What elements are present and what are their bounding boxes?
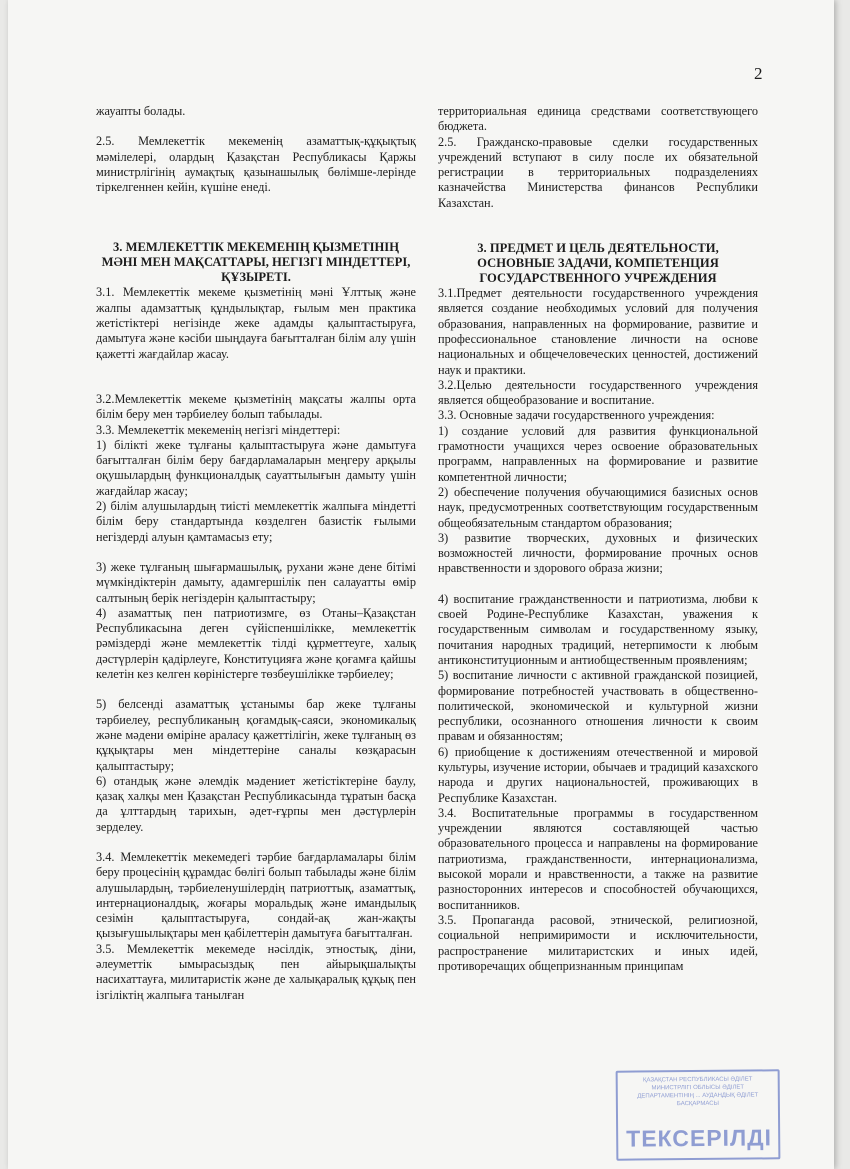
page-number: 2 [754,64,763,83]
list-item: 2) обеспечение получения обучающимися базисных основ наук, предусмотренных соответствующим государственным общеобязательным стандартом образования; [438,484,758,530]
list-item: 1) создание условий для развития функциональной грамотности учащихся через освоение образовательных программ, направленных на формирование и развитие компетентной личности; [438,423,758,484]
paragraph: 3.3. Мемлекеттік мекеменің негізгі міндеттері: [96,422,341,437]
stamp-text: ҚАЗАҚСТАН РЕСПУБЛИКАСЫ ӘДІЛЕТ МИНИСТРЛІГІ ОБЛЫСЫ ӘДІЛЕТ ДЕПАРТАМЕНТІНІҢ ... АУДАНДЫҚ ӘДІЛЕТ БАСҚАРМАСЫ [637,1076,759,1108]
list-item: 2) білім алушылардың тиісті мемлекеттік жалпыға міндетті білім беру стандартында көзделген базистік ғылыми негіздерді алуын қамтамасыз ету; [96,499,416,544]
paragraph: 3.4. Мемлекеттік мекемедегі тәрбие бағдарламалары білім беру процесінің құрамдас бөлігі болып табылады және білім алушылардың, тәрбиеленушілердің патриоттық, азаматтық, интернационалдық, жоғары моральдық және имандылық сезімін қалыптастыруға, сондай-ақ жан-жақты қызығушылықтары мен қабілеттерін дамытуға бағытталған. [96,849,416,941]
russian-column [438,104,758,974]
kazakh-column [96,104,416,1003]
list-item: 6) отандық және әлемдік мәдениет жетістіктеріне баулу, қазақ халқы мен Қазақстан Республикасында тұратын басқа да ұлттардың тарихын, әдет-ғұрпы мен дәстүрлерін зерделеу. [96,773,416,834]
list-item: 1) білікті жеке тұлғаны қалыптастыруға және дамытуға бағытталған білім беру бағдарламаларын меңгеру арқылы оқушылардың функционалдық сауаттылығын дамыту үшін жағдайлар жасау; [96,437,416,498]
verification-stamp [616,1069,781,1160]
list-item: 4) воспитание гражданственности и патриотизма, любви к своей Родине-Республике Казахстан, уважения к государственным символам и государственному языку, почитания народных традиций, нетерпимости к любым антиконституционным и антиобщественным проявлениям; [438,591,758,667]
section-heading: 3. МЕМЛЕКЕТТІК МЕКЕМЕНІҢ ҚЫЗМЕТІНІҢ МӘНІ МЕН МАҚСАТТАРЫ, НЕГІЗГІ МІНДЕТТЕРІ, ҚҰЗЫРЕТІ. [101,240,411,285]
list-item: 5) белсенді азаматтық ұстанымы бар жеке тұлғаны тәрбиелеу, республиканың қоғамдық-саяси, экономикалық және мәдени өміріне араласу қажеттілігін, жеке тұлғаның өз құқықтары мен міндеттеріне саналы көзқарасын қалыптастыру; [96,697,416,773]
paragraph: 3.2.Целью деятельности государственного учреждения является общеобразование и воспитание. [438,377,758,408]
stamp-word: ТЕКСЕРІЛДІ [626,1124,773,1152]
paragraph: 2.5. Гражданско-правовые сделки государственных учреждений вступают в силу после их обязательной регистрации в территориальных подразделениях казначейства Министерства финансов Республики Казахстан. [438,134,758,210]
paragraph: 3.2.Мемлекеттік мекеме қызметінің мақсаты жалпы орта білім беру мен тәрбиелеу болып табылады. [96,391,416,422]
paragraph: 3.3. Основные задачи государственного учреждения: [438,408,715,423]
paragraph: 3.1. Мемлекеттік мекеме қызметінің мәні Ұлттық және жалпы адамзаттық құндылықтар, ғылым мен практика жетістіктері негізінде жеке адамды қалыптастыруға, дамытуға және кәсіби шыңдауға бағытталған білім алу үшін қажетті жағдайлар жасау. [96,285,416,361]
list-item: 5) воспитание личности с активной гражданской позицией, формирование потребностей участвовать в общественно-политической, экономической и культурной жизни республики, осознанного отношения личности к своим правам и обязанностям; [438,668,758,744]
paragraph: 3.1.Предмет деятельности государственного учреждения является создание необходимых условий для получения образования, направленных на формирование, развитие и профессиональное становление личности на основе национальных и общечеловеческих ценностей, достижений наук и практики. [438,286,758,377]
list-item: 3) жеке тұлғаның шығармашылық, рухани және дене бітімі мүмкіндіктерін дамыту, адамгершілік пен салауатты өмір салтының берік негіздерін қалыптастыру; [96,559,416,605]
section-heading: 3. ПРЕДМЕТ И ЦЕЛЬ ДЕЯТЕЛЬНОСТИ, ОСНОВНЫЕ ЗАДАЧИ, КОМПЕТЕНЦИЯ ГОСУДАРСТВЕННОГО УЧРЕЖДЕНИЯ [477,241,719,286]
paragraph: 2.5. Мемлекеттік мекеменің азаматтық-құқықтық мәмілелері, олардың Қазақстан Республикасы Қаржы министрлігінің аумақтық қазынашылық бөлімше-лерінде тіркелгеннен кейін, күшіне енеді. [96,134,416,195]
list-item: 3) развитие творческих, духовных и физических возможностей личности, формирование прочных основ нравственности и здорового образа жизни; [438,530,758,576]
paragraph: 3.4. Воспитательные программы в государственном учреждении являются составляющей частью образовательного процесса и направлены на формирование патриотизма, гражданственности, интернационализма, высокой морали и нравственности, а также на развитие разносторонних интересов и способностей обучающихся, воспитанников. [438,805,758,912]
paragraph: жауапты болады. [96,104,186,118]
paragraph: 3.5. Мемлекеттік мекемеде нәсілдік, этностық, діни, әлеуметтік ымырасыздық пен айырықшалықты насихаттауға, милитаристік және де халықаралық құқық пен ізгіліктің жалпыға танылған [96,941,416,1002]
list-item: 6) приобщение к достижениям отечественной и мировой культуры, изучение истории, обычаев и традиций казахского народа и других национальностей, проживающих в Республике Казахстан. [438,744,758,805]
list-item: 4) азаматтық пен патриотизмге, өз Отаны–Қазақстан Республикасына деген сүйіспеншілікке, мемлекеттік рәміздерді және мемлекеттік тілді құрметтеуге, халық дәстүрлерін қадірлеуге, Конституцияға және қоғамға қайшы келетін кез келген көріністерге төзбеушілікке тәрбиелеу; [96,605,416,682]
document-page [8,0,834,1169]
paragraph: территориальная единица средствами соответствующего бюджета. [438,104,758,134]
paragraph: 3.5. Пропаганда расовой, этнической, религиозной, социальной непримиримости и исключительности, распространение милитаристских и иных идей, противоречащих общепризнанным принципам [438,912,758,973]
